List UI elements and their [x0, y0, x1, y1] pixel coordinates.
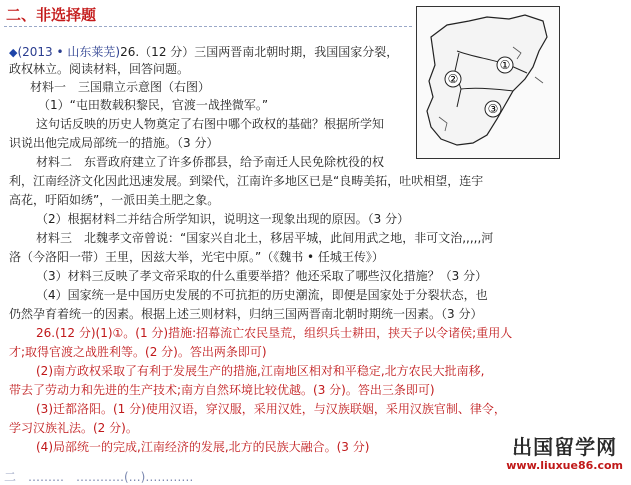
question-line-5: 这句话反映的历史人物奠定了右图中哪个政权的基础？根据所学知 — [36, 117, 385, 131]
section-heading: 二、非选择题 — [6, 6, 97, 24]
question-line-6: 识说出他完成局部统一的措施。（3 分） — [9, 136, 219, 150]
question-line-9: 高花，吁陌如绣”，一派田美土肥之象。 — [9, 193, 220, 207]
sub-question-1: （1）“屯田数载积黎民，官渡一战挫微军。” — [38, 98, 269, 112]
map-label-3: ③ — [487, 102, 499, 116]
answer-line-7: (4)局部统一的完成,江南经济的发展,北方的民族大融合。(3 分) — [36, 440, 370, 454]
question-line-1: ◆(2013 • 山东莱芜)26.（12 分）三国两晋南北朝时期，我国国家分裂， — [9, 45, 399, 59]
sub-question-4: （4）国家统一是中国历史发展的不可抗拒的历史潮流，即便是国家处于分裂状态，也 — [36, 288, 488, 302]
heading-divider — [4, 26, 412, 27]
truncated-next-heading: 二 ……… …………(…)………… — [4, 470, 194, 484]
answer-line-1: 26.(12 分)(1)①。(1 分)措施:招幕流亡农民垦荒，组织兵士耕田，挟天子以令诸侯;重用人 — [36, 326, 513, 340]
material-two: 材料二 东晋政府建立了许多侨郡县，给予南迁人民免除枕役的权 — [36, 155, 385, 169]
sub-question-2: （2）根据材料二并结合所学知识，说明这一现象出现的原因。（3 分） — [36, 212, 410, 226]
map-label-2: ② — [447, 72, 459, 86]
question-line-2: 政权林立。阅读材料，回答问题。 — [9, 62, 190, 76]
watermark-url: www.liuxue86.com — [506, 459, 623, 472]
watermark-title: 出国留学网 — [512, 435, 618, 459]
question-line-8: 利，江南经济文化因此迅速发展。到梁代，江南许多地区已是“良畴美拓，吐吠相望，连宇 — [9, 174, 484, 188]
answer-line-3: (2)南方政权采取了有利于发展生产的措施,江南地区相对和平稳定,北方农民大批南移, — [36, 364, 485, 378]
answer-line-5: (3)迁都洛阳。(1 分)使用汉语，穿汉服，采用汉姓，与汉族联姻，采用汉族官制、律令， — [36, 402, 506, 416]
question-line-12: 洛（今洛阳一带）王里，因兹大举，光宅中原。”（《魏书 • 任城王传》） — [9, 250, 384, 264]
sub-question-3: （3）材料三反映了孝文帝采取的什么重要举措？他还采取了哪些汉化措施？（3 分） — [36, 269, 488, 283]
answer-line-6: 学习汉族礼法。(2 分)。 — [9, 421, 138, 435]
material-three: 材料三 北魏孝文帝曾说：“国家兴自北土，移居平城，此间用武之地，非可文治,,,,,河 — [36, 231, 494, 245]
answer-line-2: 才;取得官渡之战胜利等。(2 分)。答出两条即可) — [9, 345, 267, 359]
question-source-tag: (2013 • 山东莱芜) — [17, 45, 121, 59]
map-drawing — [417, 7, 559, 158]
question-line-15: 仍然孕育着统一的因素。根据上述三则材料，归纳三国两晋南北朝时期统一因素。（3 分） — [9, 307, 483, 321]
three-kingdoms-map — [416, 6, 560, 159]
site-watermark — [506, 431, 623, 472]
answer-line-4: 带去了劳动力和先进的生产技术;南方自然环境比较优越。(3 分)。答出三条即可) — [9, 383, 435, 397]
material-one: 材料一 三国鼎立示意图（右图） — [30, 80, 211, 94]
map-label-1: ① — [499, 58, 511, 72]
diamond-bullet-icon: ◆ — [9, 46, 18, 59]
